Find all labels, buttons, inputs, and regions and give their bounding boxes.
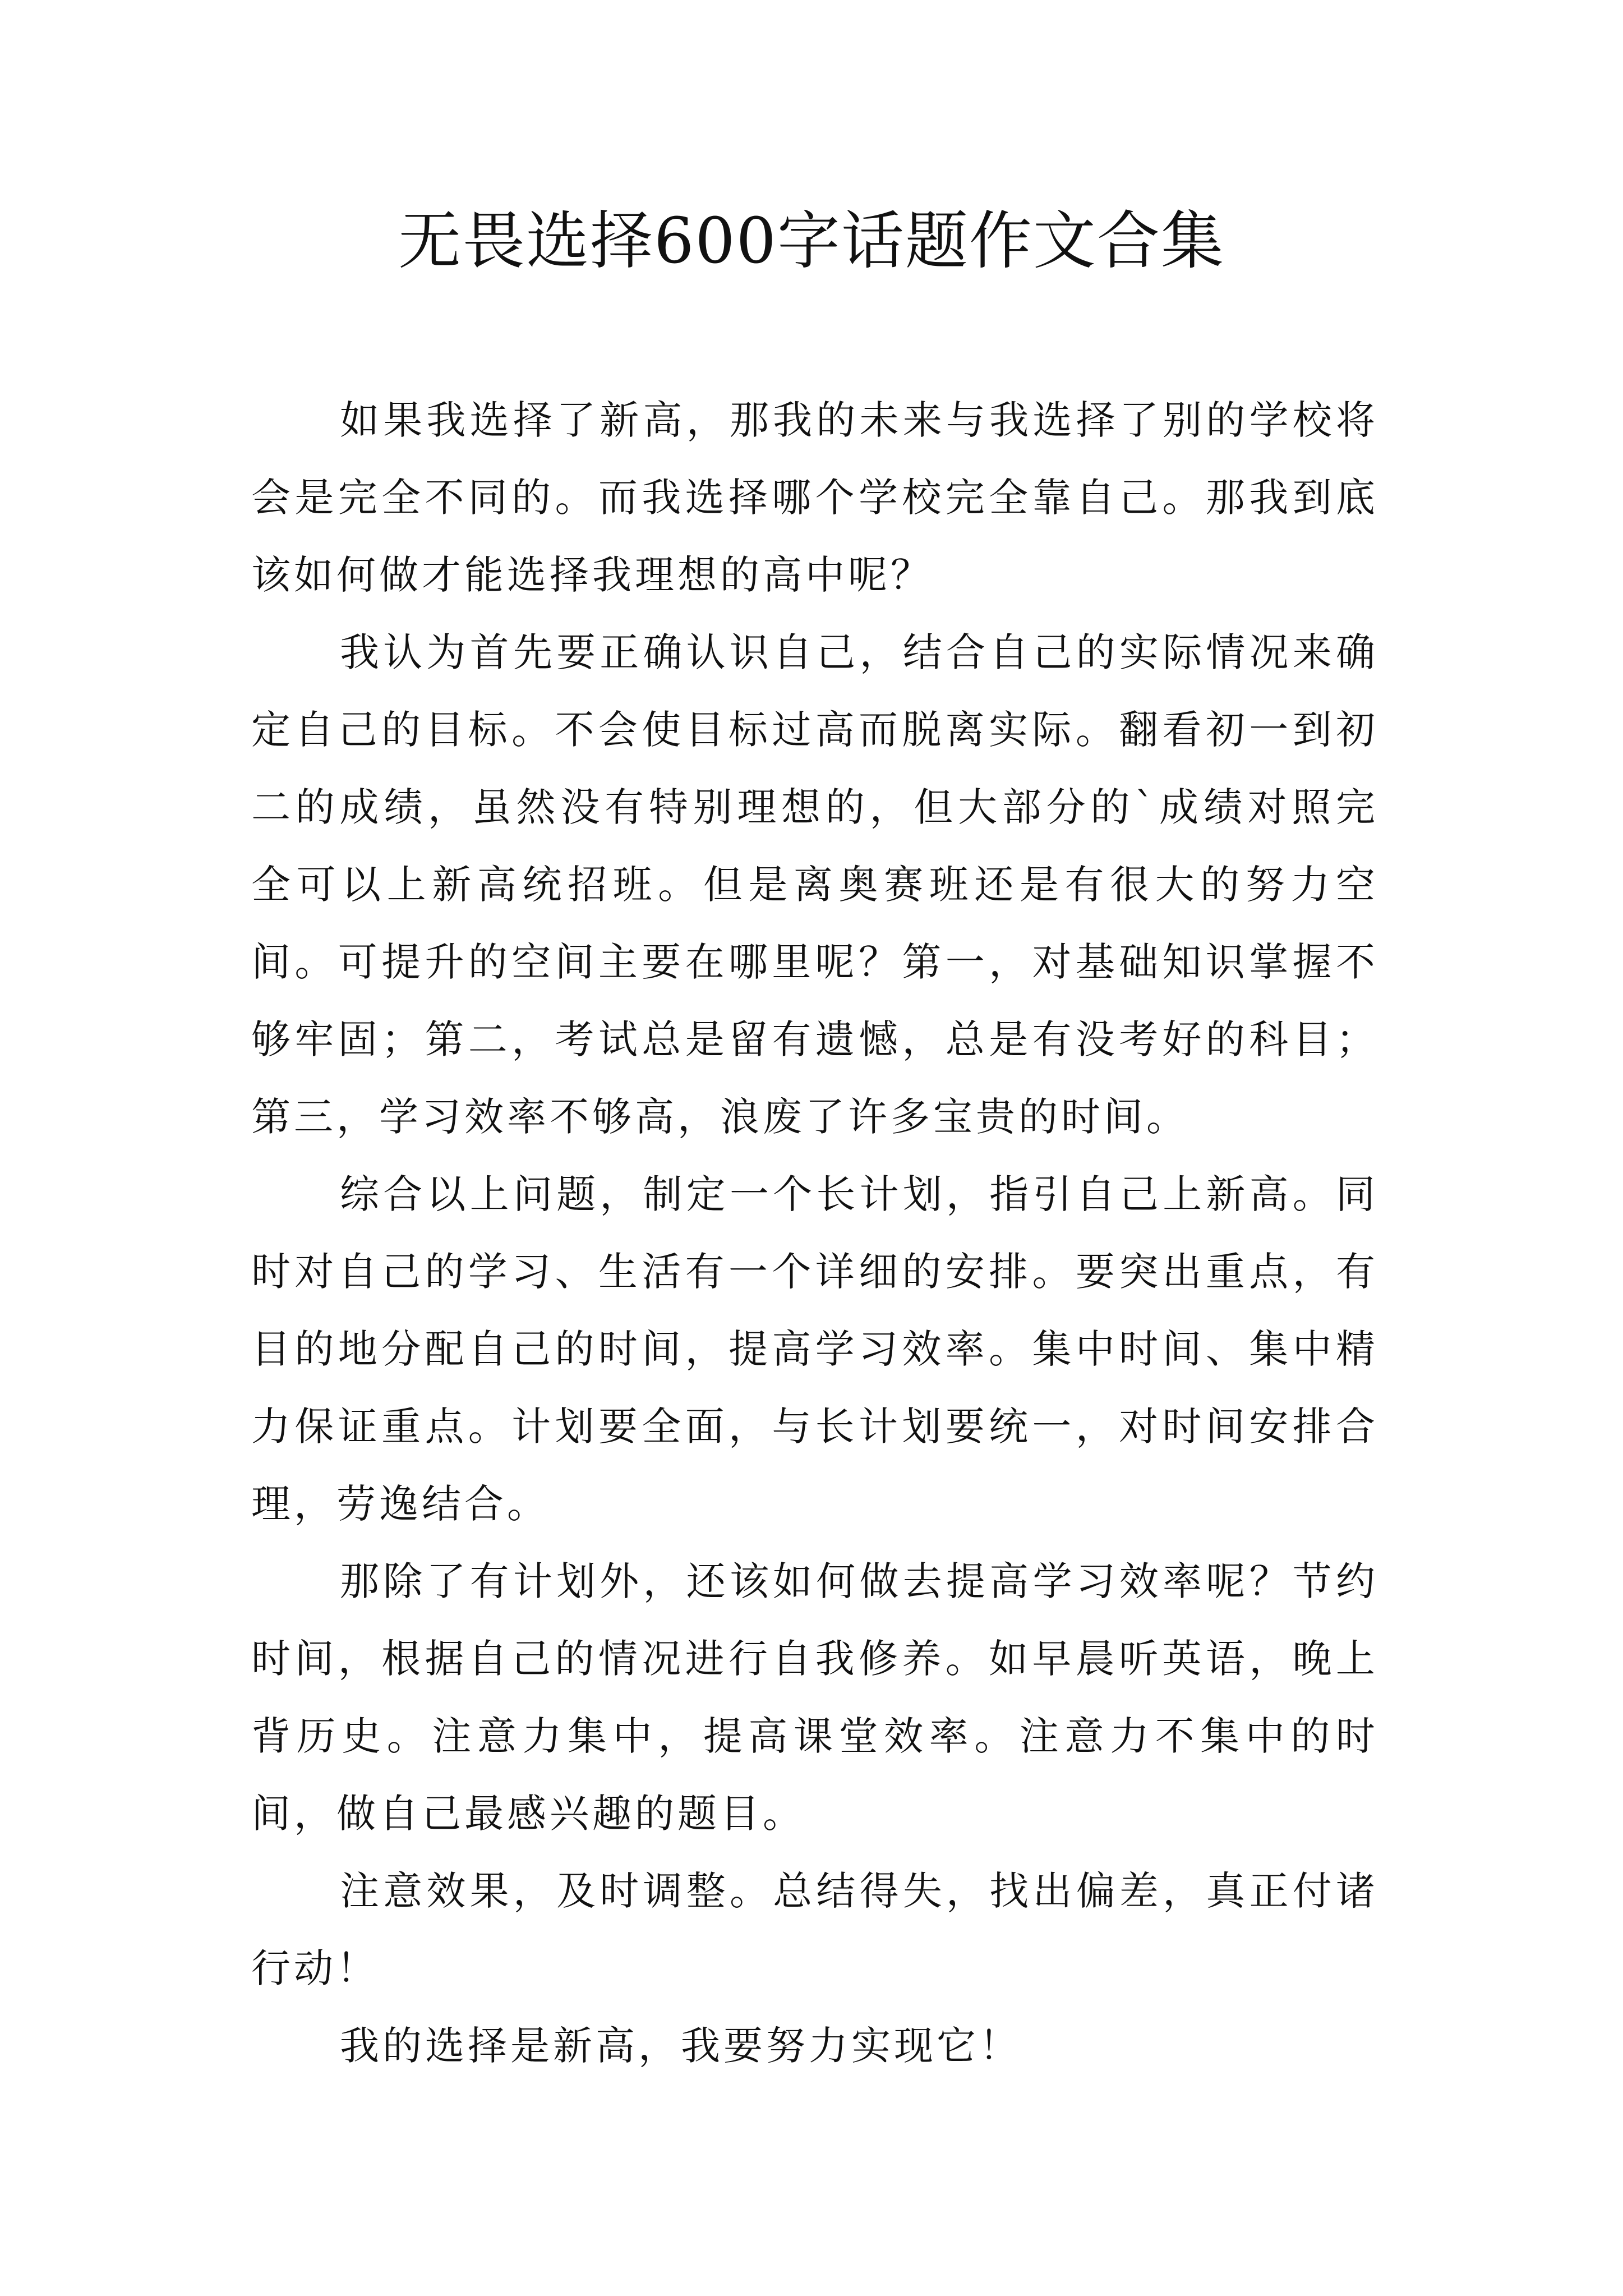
paragraph-2: 我认为首先要正确认识自己，结合自己的实际情况来确定自己的目标。不会使目标过高而脱离实际。翻看初一到初二的成绩，虽然没有特别理想的，但大部分的`成绩对照完全可以上新高统招班。但是离奥赛班还是有很大的努力空间。可提升的空间主要在哪里呢？第一，对基础知识掌握不够牢固；第二，考试总是留有遗憾，总是有没考好的科目；第三，学习效率不够高，浪废了许多宝贵的时间。 [251,629,1378,1140]
paragraph-3: 综合以上问题，制定一个长计划，指引自己上新高。同时对自己的学习、生活有一个详细的安排。要突出重点，有目的地分配自己的时间，提高学习效率。集中时间、集中精力保证重点。计划要全面，与长计划要统一，对时间安排合理，劳逸结合。 [251,1171,1378,1527]
paragraph-4: 那除了有计划外，还该如何做去提高学习效率呢？节约时间，根据自己的情况进行自我修养。如早晨听英语，晚上背历史。注意力集中，提高课堂效率。注意力不集中的时间，做自己最感兴趣的题目。 [251,1558,1378,1837]
document-title: 无畏选择600字话题作文合集 [398,205,1225,278]
paragraph-1: 如果我选择了新高，那我的未来与我选择了别的学校将会是完全不同的。而我选择哪个学校完全靠自己。那我到底该如何做才能选择我理想的高中呢？ [251,397,1378,598]
document-body [251,381,1378,2085]
paragraph-6: 我的选择是新高，我要努力实现它！ [340,2023,1022,2069]
paragraph-5: 注意效果，及时调整。总结得失，找出偏差，真正付诸行动！ [251,1868,1378,1991]
